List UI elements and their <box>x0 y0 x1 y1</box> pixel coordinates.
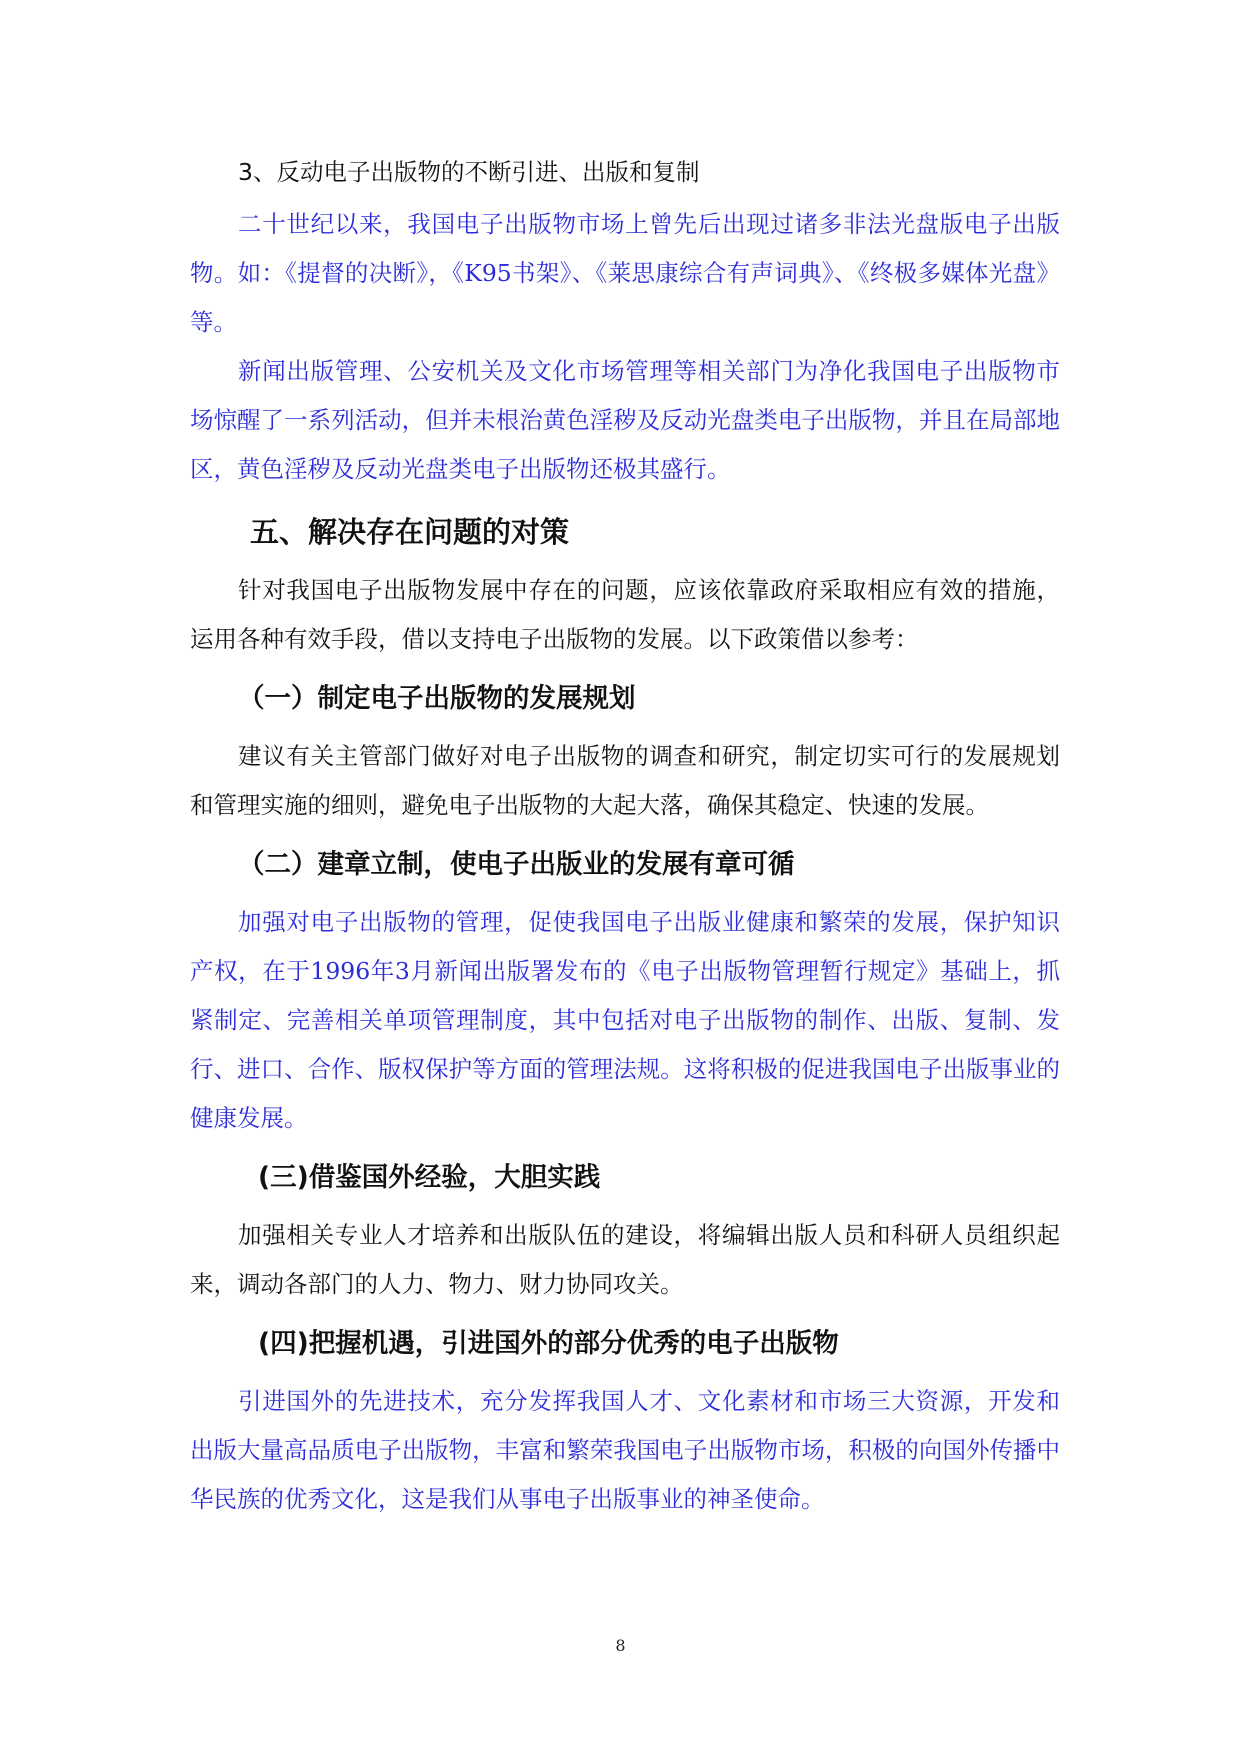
paragraph-sub2: 加强对电子出版物的管理，促使我国电子出版业健康和繁荣的发展，保护知识产权，在于1996年3月新闻出版署发布的《电子出版物管理暂行规定》基础上，抓紧制定、完善相关单项管理制度，其中包括对电子出版物的制作、出版、复制、发行、进口、合作、版权保护等方面的管理法规。这将积极的促进我国电子出版事业的健康发展。 <box>190 908 1060 1132</box>
paragraph-illegal-discs: 二十世纪以来，我国电子出版物市场上曾先后出现过诸多非法光盘版电子出版物。如：《提督的决断》，《K95书架》、《莱思康综合有声词典》、《终极多媒体光盘》等。 <box>190 210 1060 336</box>
subsection-heading-3: 3、反动电子出版物的不断引进、出版和复制 <box>238 158 700 186</box>
page-number: 8 <box>615 1636 626 1655</box>
page-content <box>190 150 1060 1524</box>
paragraph-market-cleanup: 新闻出版管理、公安机关及文化市场管理等相关部门为净化我国电子出版物市场惊醒了一系列活动，但并未根治黄色淫秽及反动光盘类电子出版物，并且在局部地区，黄色淫秽及反动光盘类电子出版物还极其盛行。 <box>190 357 1060 483</box>
subheading-1: （一）制定电子出版物的发展规划 <box>238 683 636 714</box>
subheading-2: （二）建章立制，使电子出版业的发展有章可循 <box>238 849 795 880</box>
subheading-4: (四)把握机遇，引进国外的部分优秀的电子出版物 <box>258 1328 839 1359</box>
section-heading-5: 五、解决存在问题的对策 <box>250 515 570 549</box>
paragraph-sub1: 建议有关主管部门做好对电子出版物的调查和研究，制定切实可行的发展规划和管理实施的细则，避免电子出版物的大起大落，确保其稳定、快速的发展。 <box>190 742 1060 819</box>
paragraph-sub3: 加强相关专业人才培养和出版队伍的建设，将编辑出版人员和科研人员组织起来，调动各部门的人力、物力、财力协同攻关。 <box>190 1221 1060 1298</box>
subheading-3: (三)借鉴国外经验，大胆实践 <box>258 1162 601 1193</box>
paragraph-intro: 针对我国电子出版物发展中存在的问题，应该依靠政府采取相应有效的措施，运用各种有效手段，借以支持电子出版物的发展。以下政策借以参考： <box>190 576 1060 653</box>
paragraph-sub4: 引进国外的先进技术，充分发挥我国人才、文化素材和市场三大资源，开发和出版大量高品质电子出版物，丰富和繁荣我国电子出版物市场，积极的向国外传播中华民族的优秀文化，这是我们从事电子出版事业的神圣使命。 <box>190 1387 1060 1513</box>
